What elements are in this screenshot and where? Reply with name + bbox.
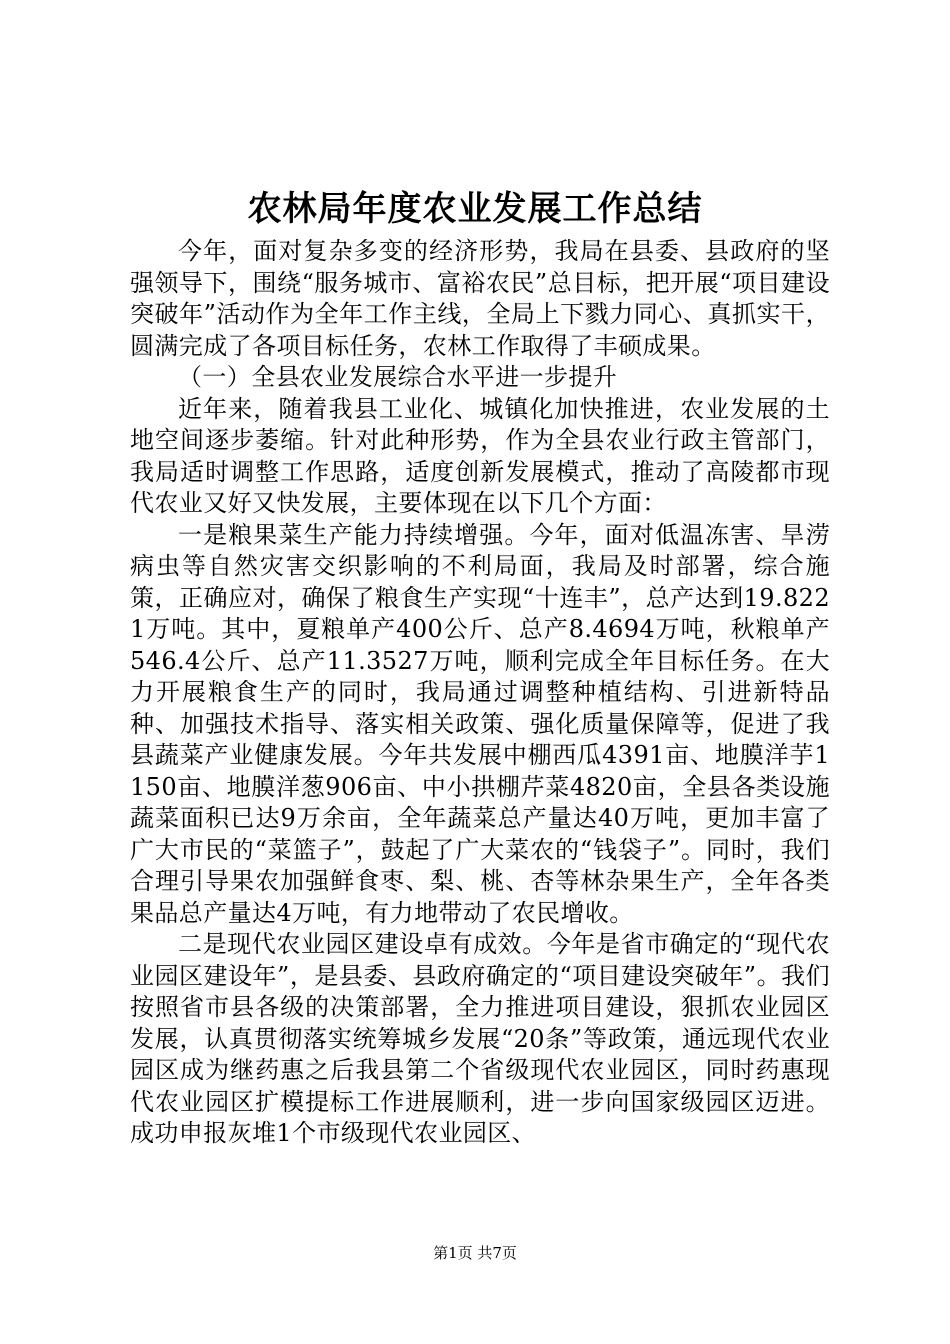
page-footer: 第1页 共7页	[433, 1244, 517, 1262]
section-heading: （一）全县农业发展综合水平进一步提升	[178, 363, 618, 391]
paragraph-background: 近年来，随着我县工业化、城镇化加快推进，农业发展的土地空间逐步萎缩。针对此种形势，作为全县农业行政主管部门，我局适时调整工作思路，适度创新发展模式，推动了高陵都市现代农业又好又快发展，主要体现在以下几个方面：	[130, 394, 830, 517]
document-title: 农林局年度农业发展工作总结	[247, 189, 703, 229]
document-body	[130, 236, 830, 1150]
paragraph-agricultural-park: 二是现代农业园区建设卓有成效。今年是省市确定的“现代农业园区建设年”，是县委、县政府确定的“项目建设突破年”。我们按照省市县各级的决策部署，全力推进项目建设，狠抓农业园区发展，认真贯彻落实统筹城乡发展“20条”等政策，通远现代农业园区成为继药惠之后我县第二个省级现代农业园区，同时药惠现代农业园区扩模提标工作进展顺利，进一步向国家级园区迈进。成功申报灰堆1个市级现代农业园区、	[130, 930, 830, 1147]
paragraph-grain-fruit-vegetable: 一是粮果菜生产能力持续增强。今年，面对低温冻害、旱涝病虫等自然灾害交织影响的不利局面，我局及时部署，综合施策，正确应对，确保了粮食生产实现“十连丰”，总产达到19.8221万吨。其中，夏粮单产400公斤、总产8.4694万吨，秋粮单产546.4公斤、总产11.3527万吨，顺利完成全年目标任务。在大力开展粮食生产的同时，我局通过调整种植结构、引进新特品种、加强技术指导、落实相关政策、强化质量保障等，促进了我县蔬菜产业健康发展。今年共发展中棚西瓜4391亩、地膜洋芋1150亩、地膜洋葱906亩、中小拱棚芹菜4820亩，全县各类设施蔬菜面积已达9万余亩，全年蔬菜总产量达40万吨，更加丰富了广大市民的“菜篮子”，鼓起了广大菜农的“钱袋子”。同时，我们合理引导果农加强鲜食枣、梨、桃、杏等林杂果生产，全年各类果品总产量达4万吨，有力地带动了农民增收。	[130, 520, 830, 927]
paragraph-intro: 今年，面对复杂多变的经济形势，我局在县委、县政府的坚强领导下，围绕“服务城市、富裕农民”总目标，把开展“项目建设突破年”活动作为全年工作主线，全局上下戮力同心、真抓实干，圆满完成了各项目标任务，农林工作取得了丰硕成果。	[130, 237, 830, 360]
